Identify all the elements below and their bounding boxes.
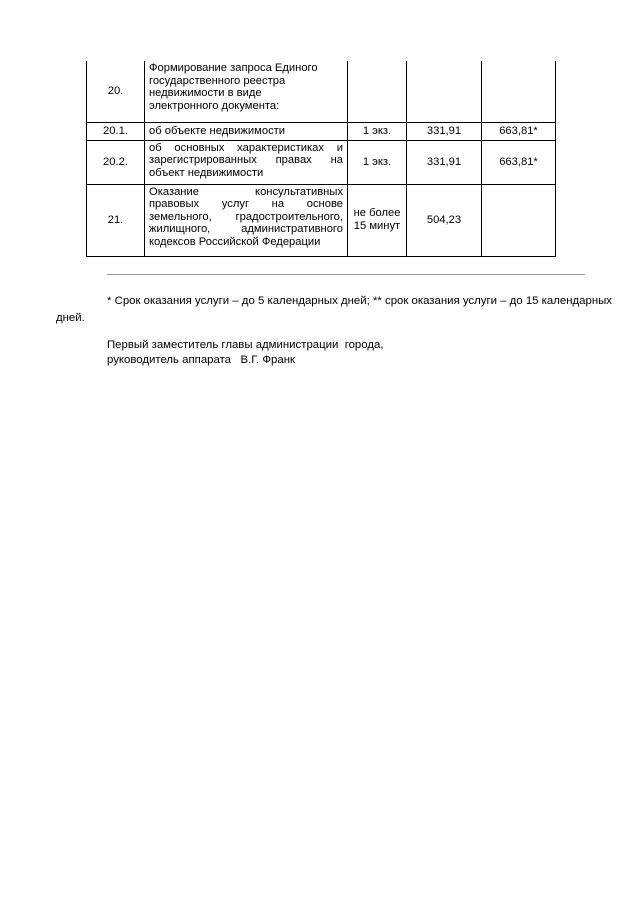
description-line: Оказание консультативных	[149, 185, 343, 198]
separator-line	[107, 274, 585, 275]
description-line: электронного документа:	[149, 99, 280, 112]
signature-line-name: руководитель аппарата В.Г. Франк	[107, 354, 295, 366]
table-row	[87, 184, 556, 256]
total-cell	[482, 61, 556, 122]
service-description	[145, 184, 348, 256]
footnote: * Срок оказания услуги – до 5 календарных дней; ** срок оказания услуги – до 15 календарных дней.	[56, 295, 612, 324]
unit-line: не более	[353, 207, 401, 219]
unit-cell	[348, 184, 407, 256]
table-row	[87, 140, 556, 184]
service-description	[145, 61, 348, 122]
price-cell: 331,91	[407, 140, 482, 184]
unit-cell: 1 экз.	[348, 140, 407, 184]
service-description	[145, 140, 348, 184]
description-line: земельного, градостроительного,	[149, 210, 343, 223]
row-number: 20.1.	[87, 122, 145, 140]
unit-line: 15 минут	[353, 220, 401, 232]
signature-line-title: Первый заместитель главы администрации города,	[107, 339, 384, 351]
description-line: жилищного, административного	[149, 223, 343, 235]
description-line: кодексов Российской Федерации	[149, 235, 321, 248]
description-line: правовых услуг на основе	[149, 198, 343, 210]
description-line: об объекте недвижимости	[149, 124, 286, 137]
total-cell: 663,81*	[482, 140, 556, 184]
service-description	[145, 122, 348, 140]
price-cell: 331,91	[407, 122, 482, 140]
description-line: об основных характеристиках и	[149, 141, 343, 154]
tariff-table	[86, 61, 556, 257]
price-cell	[407, 61, 482, 122]
unit-cell	[348, 61, 407, 122]
table-row	[87, 122, 556, 140]
description-line: объект недвижимости	[149, 166, 264, 179]
total-cell: 663,81*	[482, 122, 556, 140]
row-number: 21.	[87, 184, 145, 256]
description-line: недвижимости в виде	[149, 87, 262, 99]
total-cell	[482, 184, 556, 256]
description-line: зарегистрированных правах на	[149, 154, 343, 166]
description-line: Формирование запроса Единого	[149, 62, 318, 74]
row-number: 20.	[87, 61, 145, 122]
table-row	[87, 61, 556, 122]
signature-block	[107, 338, 384, 368]
description-line: государственного реестра	[149, 74, 286, 87]
price-cell: 504,23	[407, 184, 482, 256]
row-number: 20.2.	[87, 140, 145, 184]
unit-cell: 1 экз.	[348, 122, 407, 140]
